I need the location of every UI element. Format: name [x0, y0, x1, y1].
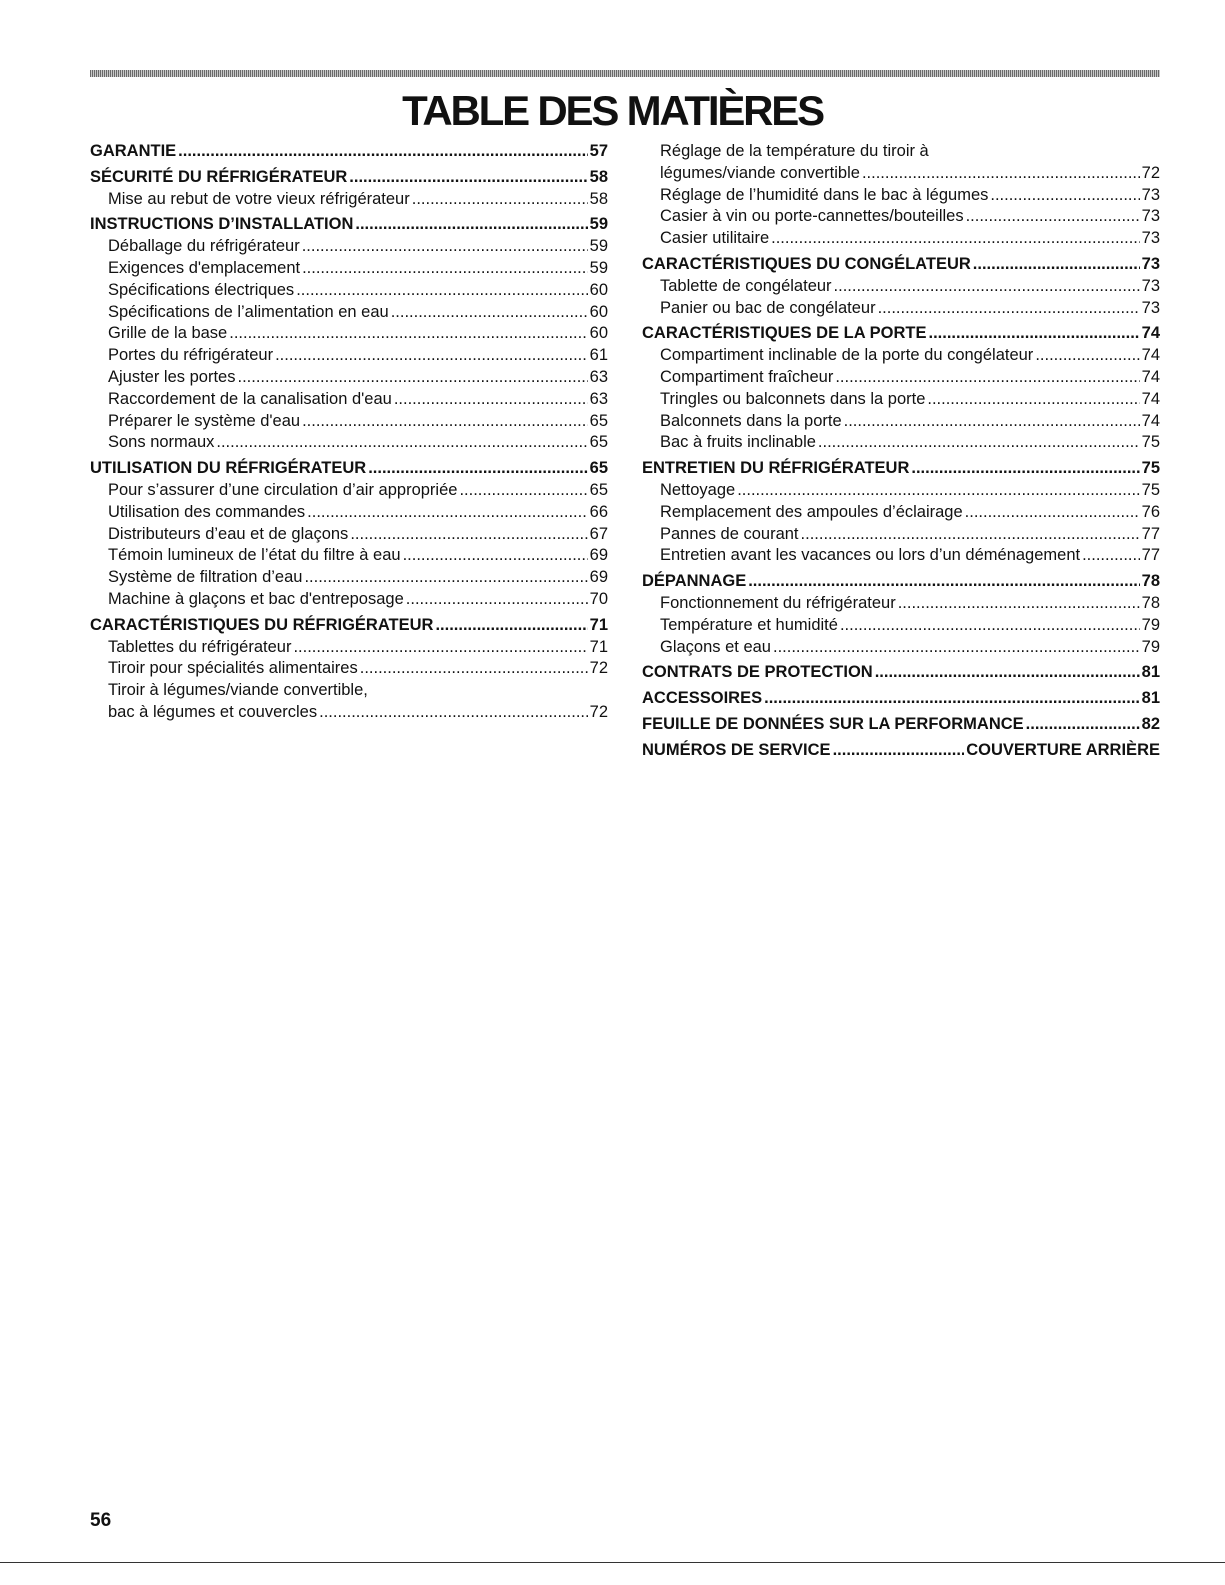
dot-leader — [307, 502, 587, 524]
toc-entry-title: Machine à glaçons et bac d'entreposage — [108, 589, 404, 608]
toc-entry-page: 74 — [1141, 367, 1160, 386]
toc-section-entry — [642, 458, 1160, 480]
toc-entry-page: 76 — [1141, 502, 1160, 521]
toc-section-entry — [642, 714, 1160, 736]
toc-subentry — [642, 432, 1160, 454]
dot-leader — [1082, 545, 1140, 567]
toc-section-entry — [90, 458, 608, 480]
dot-leader — [302, 411, 588, 433]
toc-entry-title: Mise au rebut de votre vieux réfrigérateur — [108, 189, 410, 208]
dot-leader — [764, 688, 1140, 710]
dot-leader — [403, 545, 588, 567]
toc-entry-title: Bac à fruits inclinable — [660, 433, 816, 452]
toc-entry-page: 66 — [589, 502, 608, 521]
toc-subentry — [642, 615, 1160, 637]
toc-entry-title: ACCESSOIRES — [642, 689, 763, 708]
toc-entry-page: 60 — [589, 280, 608, 299]
toc-subentry — [90, 589, 608, 611]
toc-section-entry — [642, 662, 1160, 684]
dot-leader — [875, 662, 1140, 684]
toc-entry-title: Témoin lumineux de l’état du filtre à eau — [108, 546, 401, 565]
toc-entry-title: DÉPANNAGE — [642, 572, 747, 591]
toc-entry-page: 72 — [589, 659, 608, 678]
toc-entry-title: FEUILLE DE DONNÉES SUR LA PERFORMANCE — [642, 714, 1024, 733]
dot-leader — [349, 167, 587, 189]
toc-entry-title: Entretien avant les vacances ou lors d’un déménagement — [660, 546, 1081, 565]
dot-leader — [801, 524, 1140, 546]
dot-leader — [360, 658, 588, 680]
toc-entry-title: GARANTIE — [90, 142, 177, 160]
dot-leader — [459, 480, 587, 502]
dot-leader — [391, 302, 588, 324]
toc-subentry — [642, 637, 1160, 659]
toc-entry-page: 59 — [589, 258, 608, 277]
toc-entry-title: Fonctionnement du réfrigérateur — [660, 593, 896, 612]
toc-entry-title: Portes du réfrigérateur — [108, 346, 274, 365]
toc-entry-page: 78 — [1141, 572, 1160, 591]
toc-subentry — [90, 323, 608, 345]
toc-entry-page: 79 — [1141, 615, 1160, 634]
toc-entry-page: 73 — [1141, 254, 1160, 273]
toc-subentry — [642, 411, 1160, 433]
toc-entry-page: 77 — [1141, 546, 1160, 565]
toc-subentry — [90, 345, 608, 367]
toc-entry-title: Glaçons et eau — [660, 637, 771, 656]
toc-entry-page: 71 — [589, 637, 608, 656]
toc-subentry — [642, 389, 1160, 411]
toc-subentry — [90, 367, 608, 389]
dot-leader — [350, 524, 587, 546]
toc-entry-title: Réglage de la température du tiroir à — [660, 142, 929, 160]
toc-subentry — [642, 298, 1160, 320]
toc-entry-title: CARACTÉRISTIQUES DU CONGÉLATEUR — [642, 254, 971, 273]
toc-entry-page: 65 — [589, 411, 608, 430]
toc-entry-page: 60 — [589, 324, 608, 343]
dot-leader — [435, 615, 587, 637]
toc-entry-title: Déballage du réfrigérateur — [108, 237, 300, 256]
toc-entry-page: 58 — [589, 189, 608, 208]
toc-entry-page: 79 — [1141, 637, 1160, 656]
toc-entry-title: UTILISATION DU RÉFRIGÉRATEUR — [90, 459, 367, 478]
toc-entry-title: Casier utilitaire — [660, 229, 770, 248]
toc-entry-title: INSTRUCTIONS D’INSTALLATION — [90, 215, 354, 234]
toc-subentry — [90, 502, 608, 524]
toc-subentry — [90, 680, 608, 702]
dot-leader — [368, 458, 587, 480]
toc-subentry — [90, 658, 608, 680]
toc-entry-page: 75 — [1141, 433, 1160, 452]
toc-entry-page: 60 — [589, 302, 608, 321]
toc-subentry — [642, 593, 1160, 615]
toc-entry-title: Compartiment fraîcheur — [660, 367, 834, 386]
toc-subentry — [642, 185, 1160, 207]
dot-leader — [929, 323, 1140, 345]
toc-entry-title: Système de filtration d’eau — [108, 568, 303, 587]
toc-subentry — [642, 480, 1160, 502]
toc-entry-title: Remplacement des ampoules d’éclairage — [660, 502, 963, 521]
toc-entry-page: 63 — [589, 389, 608, 408]
toc-entry-page: 78 — [1141, 593, 1160, 612]
toc-entry-page: 81 — [1141, 689, 1160, 708]
toc-entry-page: 77 — [1141, 524, 1160, 543]
toc-subentry — [642, 163, 1160, 185]
dot-leader — [840, 615, 1140, 637]
toc-section-entry — [90, 214, 608, 236]
toc-entry-page: 72 — [589, 702, 608, 721]
toc-entry-page: 73 — [1141, 298, 1160, 317]
dot-leader — [304, 567, 587, 589]
toc-entry-page: 58 — [589, 167, 608, 186]
toc-subentry — [642, 206, 1160, 228]
dot-leader — [818, 432, 1140, 454]
toc-entry-page: 74 — [1141, 389, 1160, 408]
toc-entry-title: Spécifications de l’alimentation en eau — [108, 302, 389, 321]
toc-subentry — [90, 567, 608, 589]
toc-section-entry — [642, 688, 1160, 710]
toc-subentry — [642, 524, 1160, 546]
toc-entry-page: 69 — [589, 568, 608, 587]
dot-leader — [990, 185, 1139, 207]
dot-leader — [927, 389, 1139, 411]
toc-entry-title: Utilisation des commandes — [108, 502, 306, 521]
toc-subentry — [642, 502, 1160, 524]
dot-leader — [773, 637, 1140, 659]
toc-entry-page: 74 — [1141, 324, 1160, 343]
toc-entry-page: 59 — [589, 237, 608, 256]
toc-entry-title: Préparer le système d'eau — [108, 411, 301, 430]
toc-subentry — [90, 545, 608, 567]
dot-leader — [1035, 345, 1139, 367]
toc-section-entry — [642, 740, 1160, 762]
toc-entry-page: 71 — [589, 615, 608, 634]
toc-entry-title: Grille de la base — [108, 324, 228, 343]
toc-section-entry — [642, 571, 1160, 593]
dot-leader — [412, 189, 588, 211]
toc-entry-title: Pannes de courant — [660, 524, 799, 543]
toc-entry-title: Pour s’assurer d’une circulation d’air appropriée — [108, 480, 458, 499]
toc-subentry — [642, 141, 1160, 163]
toc-subentry — [90, 302, 608, 324]
toc-entry-title: Nettoyage — [660, 480, 736, 499]
dot-leader — [965, 502, 1140, 524]
toc-entry-page: COUVERTURE ARRIÈRE — [966, 740, 1160, 759]
toc-entry-title: Distributeurs d’eau et de glaçons — [108, 524, 349, 543]
dot-leader — [737, 480, 1139, 502]
toc-entry-title: NUMÉROS DE SERVICE — [642, 740, 831, 759]
toc-entry-page: 63 — [589, 367, 608, 386]
toc-entry-page: 73 — [1141, 185, 1160, 204]
toc-entry-title: Raccordement de la canalisation d'eau — [108, 389, 392, 408]
top-rule — [90, 70, 1160, 77]
toc-entry-title: Spécifications électriques — [108, 280, 295, 299]
toc-subentry — [90, 280, 608, 302]
dot-leader — [394, 389, 588, 411]
dot-leader — [844, 411, 1140, 433]
dot-leader — [833, 740, 965, 762]
toc-section-entry — [642, 254, 1160, 276]
dot-leader — [355, 214, 587, 236]
toc-section-entry — [90, 141, 608, 163]
toc-entry-page: 73 — [1141, 207, 1160, 226]
toc-entry-title: Température et humidité — [660, 615, 838, 634]
dot-leader — [293, 637, 587, 659]
dot-leader — [862, 163, 1140, 185]
dot-leader — [319, 702, 588, 724]
toc-subentry — [90, 189, 608, 211]
toc-entry-title: ENTRETIEN DU RÉFRIGÉRATEUR — [642, 459, 910, 478]
toc-entry-page: 59 — [589, 215, 608, 234]
toc-subentry — [90, 637, 608, 659]
toc-entry-title: Tiroir à légumes/viande convertible, — [108, 681, 368, 700]
toc-entry-page: 81 — [1141, 663, 1160, 682]
toc-entry-title: Ajuster les portes — [108, 367, 236, 386]
page-number: 56 — [90, 1510, 112, 1531]
toc-entry-title: Tablettes du réfrigérateur — [108, 637, 292, 656]
toc-entry-title: Panier ou bac de congélateur — [660, 298, 876, 317]
toc-entry-page: 75 — [1141, 480, 1160, 499]
toc-entry-page: 73 — [1141, 229, 1160, 248]
toc-entry-title: légumes/viande convertible — [660, 163, 860, 182]
toc-subentry — [642, 545, 1160, 567]
toc-entry-title: CARACTÉRISTIQUES DU RÉFRIGÉRATEUR — [90, 615, 434, 634]
dot-leader — [771, 228, 1140, 250]
toc-entry-page: 82 — [1141, 714, 1160, 733]
toc-column-right — [642, 141, 1160, 762]
toc-entry-page: 75 — [1141, 459, 1160, 478]
toc-section-entry — [90, 615, 608, 637]
toc-entry-title: Réglage de l’humidité dans le bac à légumes — [660, 185, 989, 204]
toc-entry-page: 67 — [589, 524, 608, 543]
toc-entry-page: 57 — [589, 142, 608, 160]
toc-subentry — [642, 276, 1160, 298]
toc-subentry — [90, 432, 608, 454]
bottom-rule — [0, 1562, 1225, 1563]
toc-entry-page: 65 — [589, 433, 608, 452]
toc-entry-title: Sons normaux — [108, 433, 215, 452]
toc-section-entry — [90, 167, 608, 189]
toc-entry-title: Tablette de congélateur — [660, 276, 832, 295]
toc-subentry — [90, 258, 608, 280]
toc-entry-title: Tringles ou balconnets dans la porte — [660, 389, 926, 408]
toc-section-entry — [642, 323, 1160, 345]
dot-leader — [296, 280, 587, 302]
toc-entry-title: SÉCURITÉ DU RÉFRIGÉRATEUR — [90, 167, 348, 186]
toc-entry-title: Exigences d'emplacement — [108, 258, 301, 277]
toc-entry-title: CONTRATS DE PROTECTION — [642, 663, 873, 682]
dot-leader — [229, 323, 587, 345]
toc-entry-title: Tiroir pour spécialités alimentaires — [108, 659, 358, 678]
page-title: TABLE DES MATIÈRES — [402, 87, 823, 134]
toc-subentry — [642, 345, 1160, 367]
toc-entry-page: 72 — [1141, 163, 1160, 182]
toc-entry-page: 73 — [1141, 276, 1160, 295]
dot-leader — [302, 236, 588, 258]
toc-entry-title: CARACTÉRISTIQUES DE LA PORTE — [642, 324, 927, 343]
toc-subentry — [90, 389, 608, 411]
dot-leader — [911, 458, 1139, 480]
dot-leader — [178, 141, 587, 163]
toc-entry-title: Casier à vin ou porte-cannettes/bouteilles — [660, 207, 964, 226]
dot-leader — [216, 432, 587, 454]
dot-leader — [748, 571, 1139, 593]
toc-subentry — [642, 228, 1160, 250]
dot-leader — [302, 258, 588, 280]
dot-leader — [1026, 714, 1140, 736]
toc-subentry — [90, 702, 608, 724]
toc-entry-page: 70 — [589, 589, 608, 608]
toc-entry-title: Compartiment inclinable de la porte du congélateur — [660, 346, 1034, 365]
toc-column-left — [90, 141, 608, 724]
toc-entry-page: 65 — [589, 459, 608, 478]
dot-leader — [237, 367, 587, 389]
toc-entry-page: 74 — [1141, 346, 1160, 365]
dot-leader — [973, 254, 1140, 276]
dot-leader — [878, 298, 1140, 320]
toc-entry-page: 69 — [589, 546, 608, 565]
dot-leader — [406, 589, 588, 611]
dot-leader — [275, 345, 588, 367]
toc-entry-page: 65 — [589, 480, 608, 499]
toc-subentry — [90, 524, 608, 546]
dot-leader — [898, 593, 1140, 615]
toc-entry-page: 61 — [589, 346, 608, 365]
toc-entry-title: Balconnets dans la porte — [660, 411, 842, 430]
dot-leader — [966, 206, 1140, 228]
toc-entry-title: bac à légumes et couvercles — [108, 702, 318, 721]
toc-subentry — [90, 411, 608, 433]
toc-subentry — [90, 480, 608, 502]
dot-leader — [834, 276, 1140, 298]
toc-subentry — [90, 236, 608, 258]
toc-entry-page: 74 — [1141, 411, 1160, 430]
toc-subentry — [642, 367, 1160, 389]
dot-leader — [835, 367, 1139, 389]
